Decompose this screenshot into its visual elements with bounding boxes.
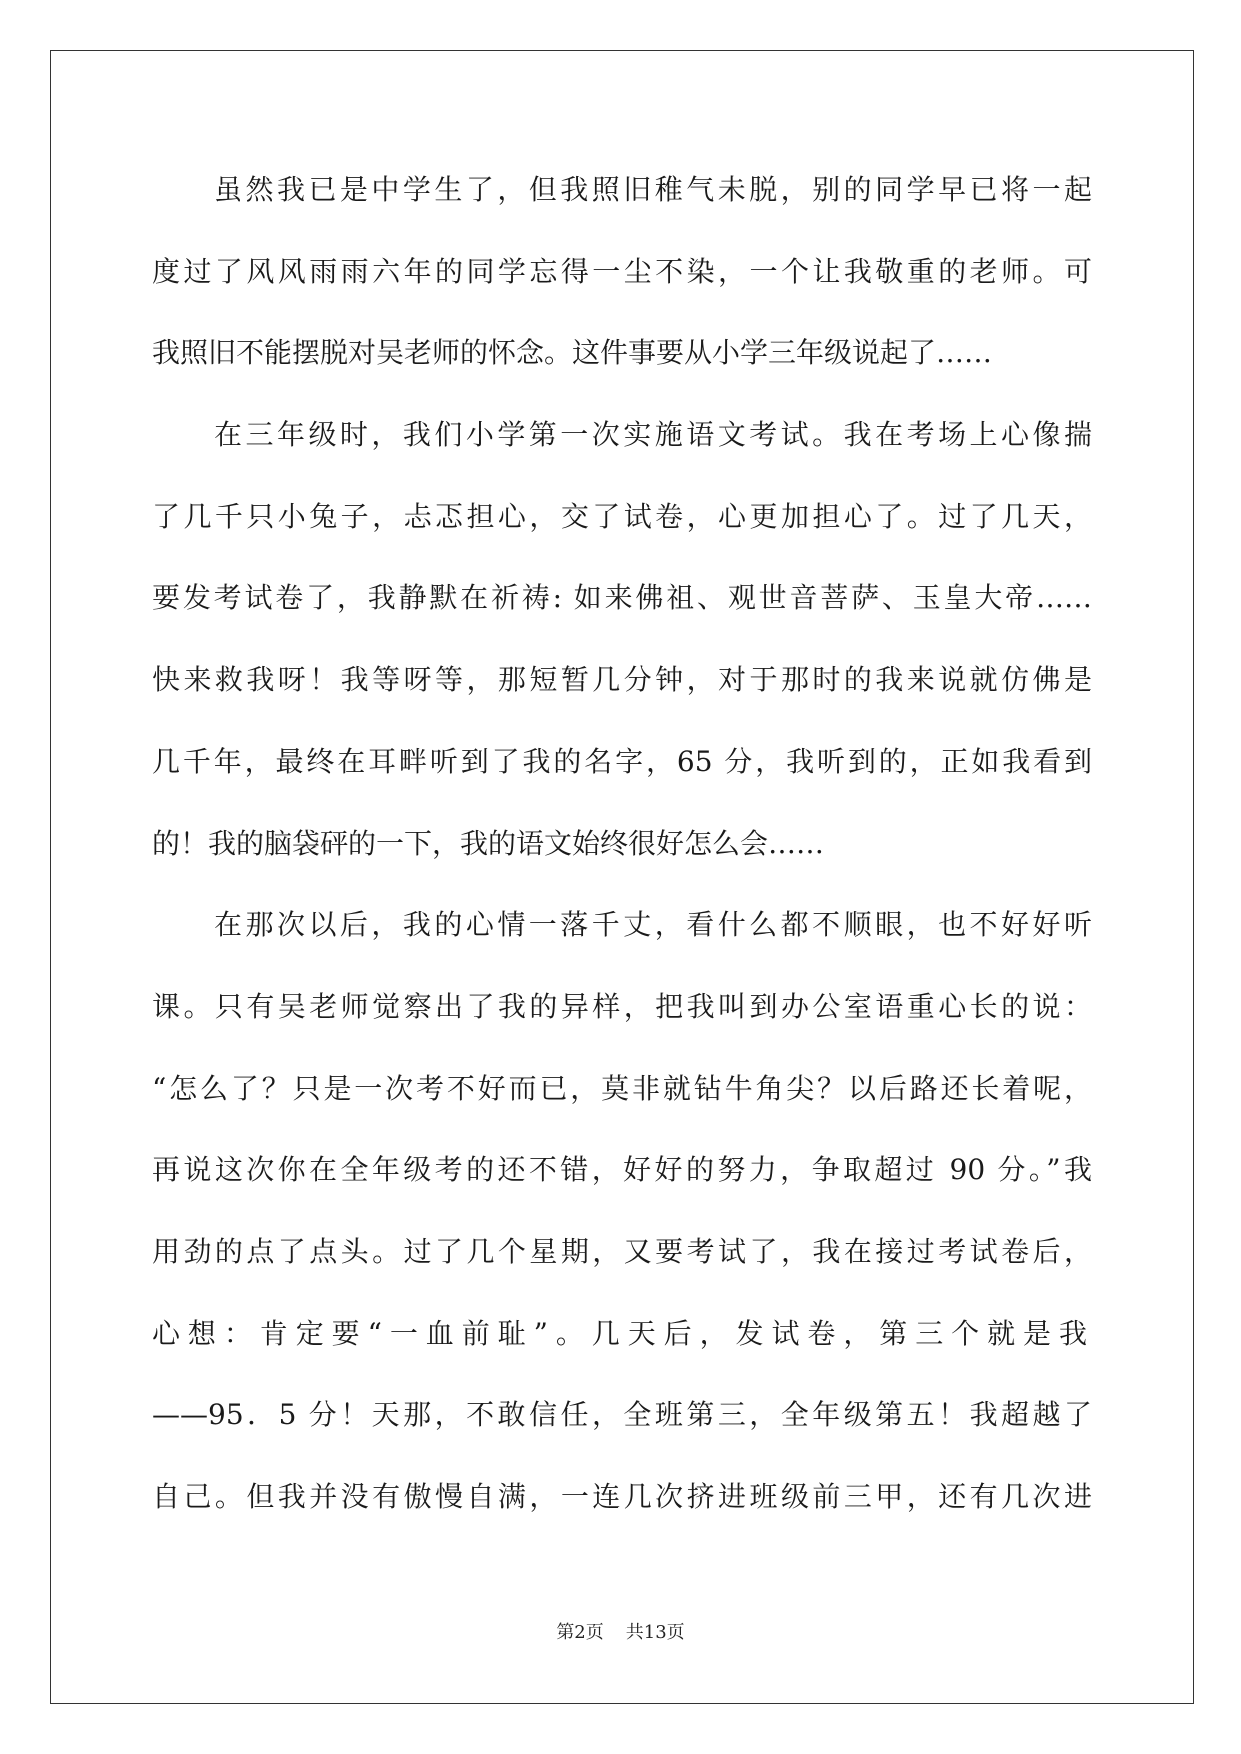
text-line: 在三年级时，我们小学第一次实施语文考试。我在考场上心像揣 xyxy=(214,418,1092,452)
text-line: 几千年，最终在耳畔听到了我的名字，65 分，我听到的，正如我看到 xyxy=(152,744,1092,778)
text-line: ——95．5 分！天那，不敢信任，全班第三，全年级第五！我超越了 xyxy=(152,1398,1092,1432)
text-line: 的！我的脑袋砰的一下，我的语文始终很好怎么会…… xyxy=(152,826,825,860)
text-line: “怎么了？只是一次考不好而已，莫非就钻牛角尖？以后路还长着呢， xyxy=(152,1071,1092,1105)
text-line: 再说这次你在全年级考的还不错，好好的努力，争取超过 90 分。”我 xyxy=(152,1153,1092,1187)
text-line: 在那次以后，我的心情一落千丈，看什么都不顺眼，也不好好听 xyxy=(214,908,1092,942)
page-total: 共13页 xyxy=(625,1622,685,1643)
text-line: 要发考试卷了，我静默在祈祷: 如来佛祖、观世音菩萨、玉皇大帝…… xyxy=(152,581,1092,615)
text-line: 心想：肯定要“一血前耻”。几天后，发试卷，第三个就是我 xyxy=(152,1316,1092,1350)
text-line: 了几千只小兔子，忐忑担心，交了试卷，心更加担心了。过了几天， xyxy=(152,499,1092,533)
text-line: 快来救我呀！我等呀等，那短暂几分钟，对于那时的我来说就仿佛是 xyxy=(152,663,1092,697)
text-line: 自己。但我并没有傲慢自满，一连几次挤进班级前三甲，还有几次进 xyxy=(152,1480,1092,1513)
page-footer xyxy=(0,1618,1241,1644)
text-line: 度过了风风雨雨六年的同学忘得一尘不染，一个让我敬重的老师。可 xyxy=(152,254,1092,288)
text-line: 虽然我已是中学生了，但我照旧稚气未脱，别的同学早已将一起 xyxy=(214,173,1092,206)
text-line: 用劲的点了点头。过了几个星期，又要考试了，我在接过考试卷后， xyxy=(152,1234,1092,1268)
page-number: 第2页 xyxy=(556,1622,604,1643)
document-body xyxy=(152,160,1092,1549)
text-line: 我照旧不能摆脱对吴老师的怀念。这件事要从小学三年级说起了…… xyxy=(152,336,993,370)
text-line: 课。只有吴老师觉察出了我的异样，把我叫到办公室语重心长的说： xyxy=(152,989,1092,1023)
